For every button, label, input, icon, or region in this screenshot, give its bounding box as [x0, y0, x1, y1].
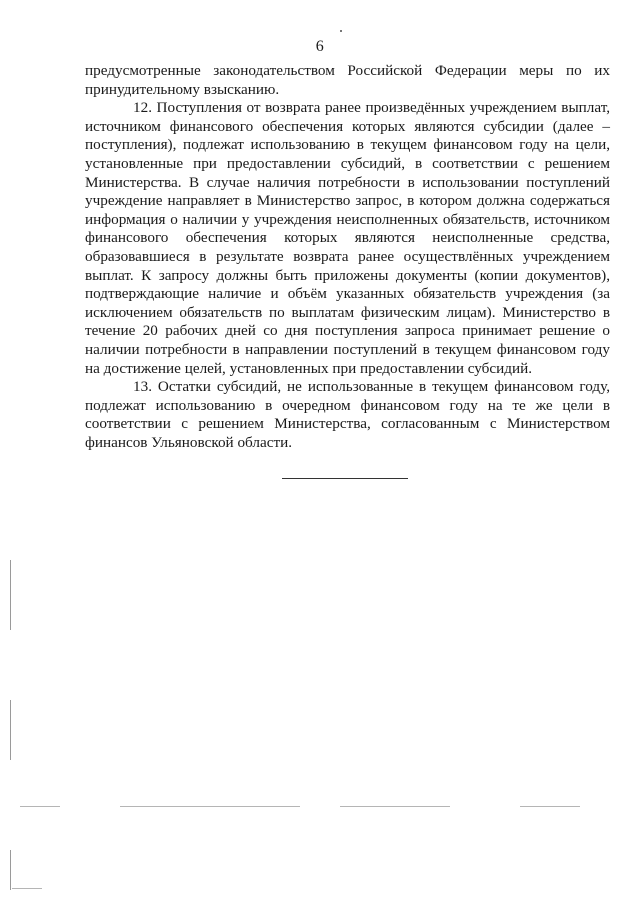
scan-edge-mark — [10, 700, 11, 760]
scan-artifact-line — [20, 806, 60, 807]
paragraph-continuation: предусмотренные законодательством Российской Федерации меры по их принудительному взысканию. — [85, 62, 610, 98]
scan-edge-mark — [10, 560, 11, 630]
paragraph-item-13: 13. Остатки субсидий, не использованные в текущем финансовом году, подлежат использованию в очередном финансовом году на те же цели в соответствии с решением Министерства, согласованным с Министерством финансов Ульяновской области. — [85, 378, 610, 451]
scan-artifact-line — [12, 888, 42, 889]
scan-speck — [340, 30, 342, 32]
page-number: 6 — [315, 38, 325, 55]
scan-artifact-line — [120, 806, 300, 807]
paragraph-item-12: 12. Поступления от возврата ранее произведённых учреждением выплат, источником финансового обеспечения которых являются субсидии (далее – поступления), подлежат использованию в текущем финансовом году на цели, установленные при предоставлении субсидий, в соответствии с решением Министерства. В случае наличия потребности в использовании поступлений учреждение направляет в Министерство запрос, в котором должна содержаться информация о наличии у учреждения неисполненных обязательств, источником финансового обеспечения которых являются неисполненные средства, образовавшиеся в результате возврата ранее осуществлённых учреждением выплат. К запросу должны быть приложены документы (копии документов), подтверждающие наличие и объём указанных обязательств учреждения (за исключением обязательств по выплатам физическим лицам). Министерство в течение 20 рабочих дней со дня поступления запроса принимает решение о наличии потребности в направлении поступлений в текущем финансовом году на достижение целей, установленных при предоставлении субсидий. — [85, 99, 610, 377]
end-of-text-rule — [282, 478, 408, 479]
scan-artifact-line — [340, 806, 450, 807]
scan-edge-mark — [10, 850, 11, 890]
scan-artifact-line — [520, 806, 580, 807]
document-body — [85, 62, 610, 452]
